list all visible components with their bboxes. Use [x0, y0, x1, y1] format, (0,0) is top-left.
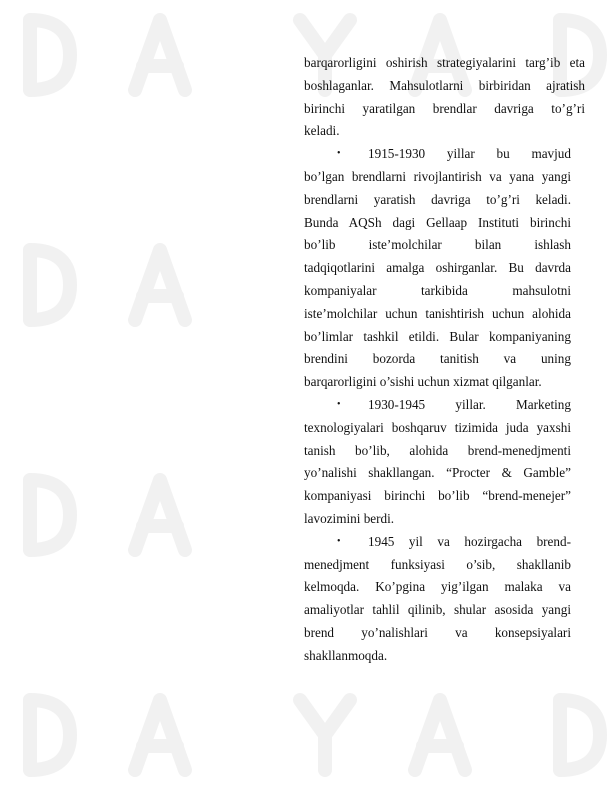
text-line: bo’limlar tashkil etildi. Bular kompaniyaning — [304, 328, 571, 344]
bullet-first-line — [304, 394, 571, 417]
text-line: birinchi yaratilgan brendlar davriga to’g’ri — [304, 100, 585, 116]
text-line: brendlarni yaratish davriga to’g’ri keladi. — [304, 191, 571, 207]
bullet-icon: • — [337, 535, 341, 547]
text-line: tanish bo’lib, alohida brend-menedjmenti — [304, 442, 571, 458]
text-line: Bunda AQSh dagi Gellaap Instituti birinchi — [304, 214, 571, 230]
text-line: kompaniyalar tarkibida mahsulotni — [304, 282, 571, 298]
text-line: texnologiyalari boshqaruv tizimida juda yaxshi — [304, 419, 571, 435]
text-line: tadqiqotlarini amalga oshirganlar. Bu davrda — [304, 260, 571, 276]
bullet-icon: • — [337, 398, 341, 410]
document-text-column — [304, 52, 585, 668]
bullet-first-line — [304, 531, 571, 554]
bullet-first-text: 1945 yil va hozirgacha brend- — [368, 533, 571, 549]
text-line: iste’molchilar uchun tanishtirish uchun alohida — [304, 305, 571, 321]
bullet-item-1930-1945 — [304, 394, 571, 531]
bullet-first-text: 1915-1930 yillar bu mavjud — [368, 146, 571, 162]
text-line: lavozimini berdi. — [304, 510, 395, 526]
text-line: yo’nalishi shakllangan. “Procter & Gamble” — [304, 465, 571, 481]
bullet-item-1915-1930 — [304, 143, 571, 394]
text-line: barqarorligini oshirish strategiyalarini targ’ib eta — [304, 55, 585, 70]
text-line: menedjment funksiyasi o’sib, shakllanib — [304, 556, 571, 572]
text-line: brendini bozorda tanitish va uning — [304, 351, 571, 367]
bullet-icon: • — [337, 148, 341, 160]
text-line: kelmoqda. Ko’pgina yig’ilgan malaka va — [304, 579, 571, 595]
text-line: amaliyotlar tahlil qilinib, shular asosida yangi — [304, 602, 571, 618]
bullet-first-text: 1930-1945 yillar. Marketing — [368, 396, 571, 412]
text-line: bo’lgan brendlarni rivojlantirish va yana yangi — [304, 168, 571, 184]
text-line: boshlaganlar. Mahsulotlarni birbiridan ajratish — [304, 77, 585, 93]
text-line: bo’lib iste’molchilar bilan ishlash — [304, 237, 571, 253]
text-line: barqarorligini o’sishi uchun xizmat qilganlar. — [304, 374, 542, 390]
text-line: brend yo’nalishlari va konsepsiyalari — [304, 624, 571, 640]
text-line: kompaniyasi birinchi bo’lib “brend-menejer” — [304, 488, 571, 504]
intro-paragraph — [304, 52, 585, 143]
bullet-first-line — [304, 143, 571, 166]
bullet-item-1945-present — [304, 531, 571, 668]
text-line: shakllanmoqda. — [304, 647, 388, 663]
text-line: keladi. — [304, 123, 340, 139]
